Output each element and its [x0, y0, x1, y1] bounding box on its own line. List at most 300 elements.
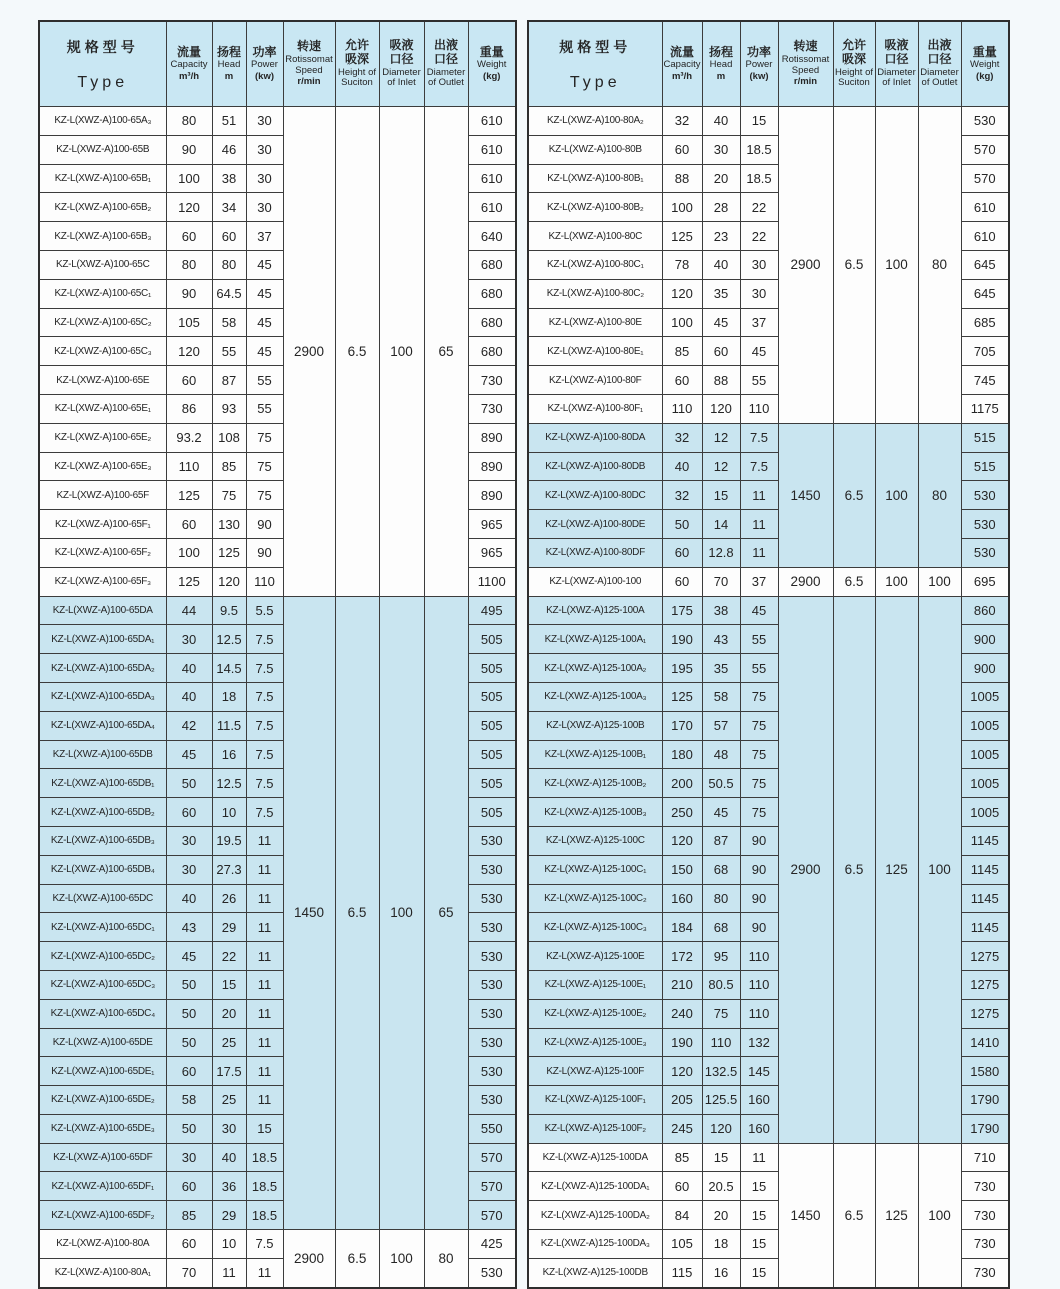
power-cell: 18.5 — [246, 1143, 283, 1172]
type-cell: KZ-L(XWZ-A)125-100A₂ — [528, 654, 662, 683]
head-cell: 125 — [212, 538, 246, 567]
type-cell: KZ-L(XWZ-A)100-65E₂ — [39, 423, 166, 452]
suction-cell: 6.5 — [833, 1143, 875, 1287]
type-cell: KZ-L(XWZ-A)100-100 — [528, 567, 662, 596]
type-cell: KZ-L(XWZ-A)100-65C₃ — [39, 337, 166, 366]
power-cell: 15 — [740, 1258, 778, 1287]
type-cell: KZ-L(XWZ-A)100-65C₂ — [39, 308, 166, 337]
power-cell: 22 — [740, 222, 778, 251]
power-cell: 145 — [740, 1057, 778, 1086]
power-cell: 90 — [246, 510, 283, 539]
type-cell: KZ-L(XWZ-A)100-80DB — [528, 452, 662, 481]
type-cell: KZ-L(XWZ-A)125-100C₂ — [528, 884, 662, 913]
type-cell: KZ-L(XWZ-A)100-65DA₄ — [39, 711, 166, 740]
capacity-cell: 78 — [662, 250, 702, 279]
capacity-cell: 85 — [662, 337, 702, 366]
col-header-type — [39, 21, 166, 107]
weight-cell: 900 — [961, 625, 1009, 654]
weight-cell: 1145 — [961, 884, 1009, 913]
weight-cell: 530 — [468, 855, 516, 884]
table-row — [528, 423, 1009, 452]
col-header-outlet: 出液口径 Diameter of Outlet — [918, 21, 961, 107]
type-cell: KZ-L(XWZ-A)100-65A₃ — [39, 107, 166, 136]
power-cell: 22 — [740, 193, 778, 222]
weight-cell: 530 — [468, 970, 516, 999]
weight-cell: 1790 — [961, 1086, 1009, 1115]
head-cell: 108 — [212, 423, 246, 452]
type-cell: KZ-L(XWZ-A)100-65F₂ — [39, 538, 166, 567]
inlet-cell: 100 — [875, 107, 918, 424]
capacity-cell: 190 — [662, 1028, 702, 1057]
head-cell: 120 — [212, 567, 246, 596]
power-cell: 11 — [740, 510, 778, 539]
weight-cell: 530 — [468, 1028, 516, 1057]
weight-cell: 1275 — [961, 999, 1009, 1028]
power-cell: 11 — [740, 538, 778, 567]
capacity-cell: 115 — [662, 1258, 702, 1287]
power-cell: 11 — [246, 942, 283, 971]
inlet-cell: 125 — [875, 596, 918, 1143]
type-cell: KZ-L(XWZ-A)100-65DB₁ — [39, 769, 166, 798]
capacity-cell: 50 — [166, 1114, 212, 1143]
power-cell: 90 — [246, 538, 283, 567]
weight-cell: 570 — [468, 1143, 516, 1172]
type-cell: KZ-L(XWZ-A)125-100E₁ — [528, 970, 662, 999]
weight-cell: 645 — [961, 279, 1009, 308]
power-cell: 11 — [246, 1057, 283, 1086]
head-cell: 38 — [212, 164, 246, 193]
col-header-weight: 重量 Weight (kg) — [961, 21, 1009, 107]
capacity-cell: 85 — [662, 1143, 702, 1172]
head-cell: 85 — [212, 452, 246, 481]
col-header-weight: 重量 Weight (kg) — [468, 21, 516, 107]
capacity-cell: 84 — [662, 1201, 702, 1230]
suction-cell: 6.5 — [335, 1230, 379, 1288]
weight-cell: 1275 — [961, 942, 1009, 971]
head-cell: 12 — [702, 452, 740, 481]
head-cell: 22 — [212, 942, 246, 971]
head-cell: 16 — [212, 740, 246, 769]
head-cell: 93 — [212, 394, 246, 423]
capacity-cell: 160 — [662, 884, 702, 913]
weight-cell: 530 — [468, 826, 516, 855]
type-cell: KZ-L(XWZ-A)100-65DB₄ — [39, 855, 166, 884]
power-cell: 7.5 — [246, 740, 283, 769]
outlet-cell: 100 — [918, 567, 961, 596]
weight-cell: 570 — [468, 1172, 516, 1201]
type-cell: KZ-L(XWZ-A)100-65DE — [39, 1028, 166, 1057]
type-cell: KZ-L(XWZ-A)100-65DB₃ — [39, 826, 166, 855]
type-cell: KZ-L(XWZ-A)125-100C — [528, 826, 662, 855]
head-cell: 64.5 — [212, 279, 246, 308]
head-cell: 26 — [212, 884, 246, 913]
capacity-cell: 105 — [166, 308, 212, 337]
head-cell: 36 — [212, 1172, 246, 1201]
power-cell: 110 — [740, 999, 778, 1028]
type-cell: KZ-L(XWZ-A)100-80F₁ — [528, 394, 662, 423]
capacity-cell: 125 — [166, 567, 212, 596]
type-label-en: Type — [77, 73, 129, 91]
head-cell: 14.5 — [212, 654, 246, 683]
weight-cell: 860 — [961, 596, 1009, 625]
type-cell: KZ-L(XWZ-A)100-80DA — [528, 423, 662, 452]
capacity-cell: 210 — [662, 970, 702, 999]
weight-cell: 680 — [468, 250, 516, 279]
weight-cell: 610 — [468, 135, 516, 164]
capacity-cell: 240 — [662, 999, 702, 1028]
type-cell: KZ-L(XWZ-A)100-80B₂ — [528, 193, 662, 222]
type-cell: KZ-L(XWZ-A)100-65C₁ — [39, 279, 166, 308]
capacity-cell: 44 — [166, 596, 212, 625]
capacity-cell: 60 — [662, 538, 702, 567]
power-cell: 110 — [740, 942, 778, 971]
power-cell: 110 — [740, 970, 778, 999]
outlet-cell: 100 — [918, 596, 961, 1143]
table-row — [39, 1230, 516, 1259]
power-cell: 18.5 — [246, 1172, 283, 1201]
power-cell: 75 — [740, 769, 778, 798]
head-cell: 60 — [212, 222, 246, 251]
weight-cell: 730 — [961, 1201, 1009, 1230]
weight-cell: 730 — [468, 394, 516, 423]
type-cell: KZ-L(XWZ-A)125-100DB — [528, 1258, 662, 1287]
capacity-cell: 100 — [662, 308, 702, 337]
type-cell: KZ-L(XWZ-A)100-80A — [39, 1230, 166, 1259]
capacity-cell: 45 — [166, 942, 212, 971]
head-cell: 45 — [702, 798, 740, 827]
power-cell: 30 — [246, 164, 283, 193]
weight-cell: 680 — [468, 279, 516, 308]
power-cell: 11 — [246, 913, 283, 942]
inlet-cell: 100 — [875, 567, 918, 596]
speed-cell: 2900 — [778, 596, 833, 1143]
capacity-cell: 45 — [166, 740, 212, 769]
capacity-cell: 200 — [662, 769, 702, 798]
head-cell: 48 — [702, 740, 740, 769]
speed-cell: 2900 — [778, 107, 833, 424]
capacity-cell: 184 — [662, 913, 702, 942]
head-cell: 57 — [702, 711, 740, 740]
weight-cell: 745 — [961, 366, 1009, 395]
weight-cell: 570 — [468, 1201, 516, 1230]
weight-cell: 530 — [961, 107, 1009, 136]
type-cell: KZ-L(XWZ-A)100-65DC — [39, 884, 166, 913]
capacity-cell: 40 — [166, 654, 212, 683]
capacity-cell: 125 — [662, 222, 702, 251]
power-cell: 37 — [740, 308, 778, 337]
power-cell: 160 — [740, 1086, 778, 1115]
capacity-cell: 120 — [662, 826, 702, 855]
head-cell: 19.5 — [212, 826, 246, 855]
head-cell: 125.5 — [702, 1086, 740, 1115]
col-header-power: 功率 Power (kw) — [740, 21, 778, 107]
head-cell: 80 — [702, 884, 740, 913]
type-cell: KZ-L(XWZ-A)100-65DE₂ — [39, 1086, 166, 1115]
power-cell: 15 — [246, 1114, 283, 1143]
head-cell: 40 — [702, 250, 740, 279]
speed-cell: 1450 — [283, 596, 335, 1230]
capacity-cell: 85 — [166, 1201, 212, 1230]
power-cell: 55 — [740, 654, 778, 683]
inlet-cell: 100 — [379, 1230, 424, 1288]
head-cell: 20 — [212, 999, 246, 1028]
power-cell: 11 — [246, 826, 283, 855]
weight-cell: 1175 — [961, 394, 1009, 423]
head-cell: 12.8 — [702, 538, 740, 567]
head-cell: 34 — [212, 193, 246, 222]
power-cell: 55 — [740, 625, 778, 654]
weight-cell: 1145 — [961, 826, 1009, 855]
weight-cell: 1790 — [961, 1114, 1009, 1143]
power-cell: 90 — [740, 826, 778, 855]
weight-cell: 730 — [468, 366, 516, 395]
weight-cell: 730 — [961, 1230, 1009, 1259]
weight-cell: 640 — [468, 222, 516, 251]
col-header-head: 扬程 Head m — [702, 21, 740, 107]
head-cell: 51 — [212, 107, 246, 136]
power-cell: 7.5 — [246, 798, 283, 827]
type-cell: KZ-L(XWZ-A)100-80DC — [528, 481, 662, 510]
capacity-cell: 30 — [166, 826, 212, 855]
type-cell: KZ-L(XWZ-A)100-65DC₃ — [39, 970, 166, 999]
type-cell: KZ-L(XWZ-A)100-65C — [39, 250, 166, 279]
type-cell: KZ-L(XWZ-A)125-100DA₁ — [528, 1172, 662, 1201]
power-cell: 132 — [740, 1028, 778, 1057]
capacity-cell: 80 — [166, 250, 212, 279]
head-cell: 10 — [212, 1230, 246, 1259]
capacity-cell: 60 — [166, 1172, 212, 1201]
weight-cell: 610 — [468, 193, 516, 222]
suction-cell: 6.5 — [833, 596, 875, 1143]
outlet-cell: 65 — [424, 596, 468, 1230]
col-header-suction: 允许吸深 Height of Suciton — [335, 21, 379, 107]
head-cell: 68 — [702, 913, 740, 942]
suction-cell: 6.5 — [833, 423, 875, 567]
capacity-cell: 125 — [166, 481, 212, 510]
power-cell: 7.5 — [246, 769, 283, 798]
capacity-cell: 60 — [166, 222, 212, 251]
type-cell: KZ-L(XWZ-A)100-65DB₂ — [39, 798, 166, 827]
type-cell: KZ-L(XWZ-A)100-65B₂ — [39, 193, 166, 222]
table-row — [528, 567, 1009, 596]
weight-cell: 505 — [468, 682, 516, 711]
type-cell: KZ-L(XWZ-A)100-80A₁ — [39, 1258, 166, 1287]
col-header-type: 规格型号 Type — [528, 21, 662, 107]
capacity-cell: 50 — [166, 970, 212, 999]
weight-cell: 530 — [468, 999, 516, 1028]
head-cell: 18 — [702, 1230, 740, 1259]
weight-cell: 1410 — [961, 1028, 1009, 1057]
power-cell: 11 — [740, 1143, 778, 1172]
type-cell: KZ-L(XWZ-A)125-100C₁ — [528, 855, 662, 884]
power-cell: 18.5 — [246, 1201, 283, 1230]
weight-cell: 530 — [468, 942, 516, 971]
head-cell: 15 — [702, 481, 740, 510]
head-cell: 132.5 — [702, 1057, 740, 1086]
head-cell: 28 — [702, 193, 740, 222]
weight-cell: 1100 — [468, 567, 516, 596]
power-cell: 75 — [246, 452, 283, 481]
head-cell: 9.5 — [212, 596, 246, 625]
capacity-cell: 120 — [166, 193, 212, 222]
capacity-cell: 105 — [662, 1230, 702, 1259]
weight-cell: 505 — [468, 711, 516, 740]
head-cell: 50.5 — [702, 769, 740, 798]
capacity-cell: 93.2 — [166, 423, 212, 452]
outlet-cell: 80 — [918, 107, 961, 424]
power-cell: 45 — [246, 308, 283, 337]
head-cell: 35 — [702, 279, 740, 308]
type-cell: KZ-L(XWZ-A)100-80C₂ — [528, 279, 662, 308]
head-cell: 30 — [702, 135, 740, 164]
weight-cell: 550 — [468, 1114, 516, 1143]
weight-cell: 680 — [468, 337, 516, 366]
power-cell: 75 — [740, 798, 778, 827]
type-cell: KZ-L(XWZ-A)100-80B₁ — [528, 164, 662, 193]
type-cell: KZ-L(XWZ-A)100-80F — [528, 366, 662, 395]
type-cell: KZ-L(XWZ-A)100-65DA — [39, 596, 166, 625]
weight-cell: 530 — [468, 1057, 516, 1086]
power-cell: 7.5 — [246, 654, 283, 683]
weight-cell: 1145 — [961, 913, 1009, 942]
weight-cell: 710 — [961, 1143, 1009, 1172]
capacity-cell: 50 — [662, 510, 702, 539]
weight-cell: 530 — [468, 913, 516, 942]
type-cell: KZ-L(XWZ-A)100-65DC₂ — [39, 942, 166, 971]
head-cell: 30 — [212, 1114, 246, 1143]
head-cell: 25 — [212, 1028, 246, 1057]
type-cell: KZ-L(XWZ-A)100-65F₃ — [39, 567, 166, 596]
power-cell: 7.5 — [246, 682, 283, 711]
weight-cell: 685 — [961, 308, 1009, 337]
power-cell: 7.5 — [246, 625, 283, 654]
inlet-cell: 100 — [379, 596, 424, 1230]
power-cell: 15 — [740, 107, 778, 136]
power-cell: 7.5 — [246, 711, 283, 740]
weight-cell: 530 — [468, 1258, 516, 1287]
weight-cell: 1005 — [961, 798, 1009, 827]
type-cell: KZ-L(XWZ-A)100-65E₃ — [39, 452, 166, 481]
power-cell: 55 — [246, 394, 283, 423]
type-cell: KZ-L(XWZ-A)100-65DC₄ — [39, 999, 166, 1028]
weight-cell: 705 — [961, 337, 1009, 366]
power-cell: 18.5 — [740, 164, 778, 193]
weight-cell: 530 — [961, 510, 1009, 539]
head-cell: 20 — [702, 164, 740, 193]
suction-cell: 6.5 — [335, 107, 379, 597]
weight-cell: 570 — [961, 135, 1009, 164]
col-header-power: 功率 Power (kw) — [246, 21, 283, 107]
power-cell: 7.5 — [740, 452, 778, 481]
weight-cell: 530 — [468, 884, 516, 913]
weight-cell: 890 — [468, 481, 516, 510]
spec-table-right — [527, 20, 1010, 1289]
col-header-speed: 转速 Rotissomat Speed r/min — [778, 21, 833, 107]
power-cell: 11 — [246, 999, 283, 1028]
type-cell: KZ-L(XWZ-A)100-80DF — [528, 538, 662, 567]
type-cell: KZ-L(XWZ-A)100-80E — [528, 308, 662, 337]
capacity-cell: 172 — [662, 942, 702, 971]
power-cell: 110 — [740, 394, 778, 423]
col-header-inlet: 吸液口径 Diameter of Inlet — [875, 21, 918, 107]
capacity-cell: 32 — [662, 423, 702, 452]
capacity-cell: 50 — [166, 1028, 212, 1057]
weight-cell: 610 — [468, 164, 516, 193]
power-cell: 7.5 — [246, 1230, 283, 1259]
weight-cell: 1580 — [961, 1057, 1009, 1086]
power-cell: 160 — [740, 1114, 778, 1143]
capacity-cell: 180 — [662, 740, 702, 769]
capacity-cell: 245 — [662, 1114, 702, 1143]
capacity-cell: 30 — [166, 625, 212, 654]
capacity-cell: 30 — [166, 1143, 212, 1172]
head-cell: 95 — [702, 942, 740, 971]
power-cell: 37 — [740, 567, 778, 596]
suction-cell: 6.5 — [833, 107, 875, 424]
table-header — [528, 21, 1009, 107]
capacity-cell: 60 — [662, 1172, 702, 1201]
power-cell: 110 — [246, 567, 283, 596]
power-cell: 30 — [740, 279, 778, 308]
type-cell: KZ-L(XWZ-A)125-100DA — [528, 1143, 662, 1172]
head-cell: 75 — [702, 999, 740, 1028]
type-cell: KZ-L(XWZ-A)100-65DA₂ — [39, 654, 166, 683]
head-cell: 40 — [212, 1143, 246, 1172]
outlet-cell: 100 — [918, 1143, 961, 1287]
power-cell: 45 — [246, 250, 283, 279]
head-cell: 120 — [702, 394, 740, 423]
table-row — [528, 107, 1009, 136]
type-cell: KZ-L(XWZ-A)125-100B₂ — [528, 769, 662, 798]
capacity-cell: 170 — [662, 711, 702, 740]
capacity-cell: 100 — [166, 538, 212, 567]
speed-cell: 1450 — [778, 1143, 833, 1287]
type-cell: KZ-L(XWZ-A)125-100A₃ — [528, 682, 662, 711]
capacity-cell: 30 — [166, 855, 212, 884]
type-cell: KZ-L(XWZ-A)100-65DC₁ — [39, 913, 166, 942]
capacity-cell: 40 — [166, 884, 212, 913]
power-cell: 30 — [740, 250, 778, 279]
type-cell: KZ-L(XWZ-A)100-80C₁ — [528, 250, 662, 279]
weight-cell: 505 — [468, 769, 516, 798]
capacity-cell: 86 — [166, 394, 212, 423]
capacity-cell: 60 — [166, 1230, 212, 1259]
weight-cell: 680 — [468, 308, 516, 337]
capacity-cell: 60 — [166, 510, 212, 539]
capacity-cell: 110 — [662, 394, 702, 423]
suction-cell: 6.5 — [335, 596, 379, 1230]
power-cell: 45 — [246, 279, 283, 308]
power-cell: 11 — [246, 1086, 283, 1115]
power-cell: 7.5 — [740, 423, 778, 452]
capacity-cell: 120 — [662, 1057, 702, 1086]
weight-cell: 610 — [468, 107, 516, 136]
col-header-inlet: 吸液口径 Diameter of Inlet — [379, 21, 424, 107]
power-cell: 90 — [740, 913, 778, 942]
capacity-cell: 205 — [662, 1086, 702, 1115]
head-cell: 12.5 — [212, 769, 246, 798]
power-cell: 90 — [740, 884, 778, 913]
table-row — [528, 596, 1009, 625]
speed-cell: 1450 — [778, 423, 833, 567]
type-cell: KZ-L(XWZ-A)125-100F₁ — [528, 1086, 662, 1115]
power-cell: 45 — [246, 337, 283, 366]
capacity-cell: 110 — [166, 452, 212, 481]
weight-cell: 1005 — [961, 682, 1009, 711]
power-cell: 11 — [740, 481, 778, 510]
power-cell: 55 — [246, 366, 283, 395]
power-cell: 75 — [740, 711, 778, 740]
